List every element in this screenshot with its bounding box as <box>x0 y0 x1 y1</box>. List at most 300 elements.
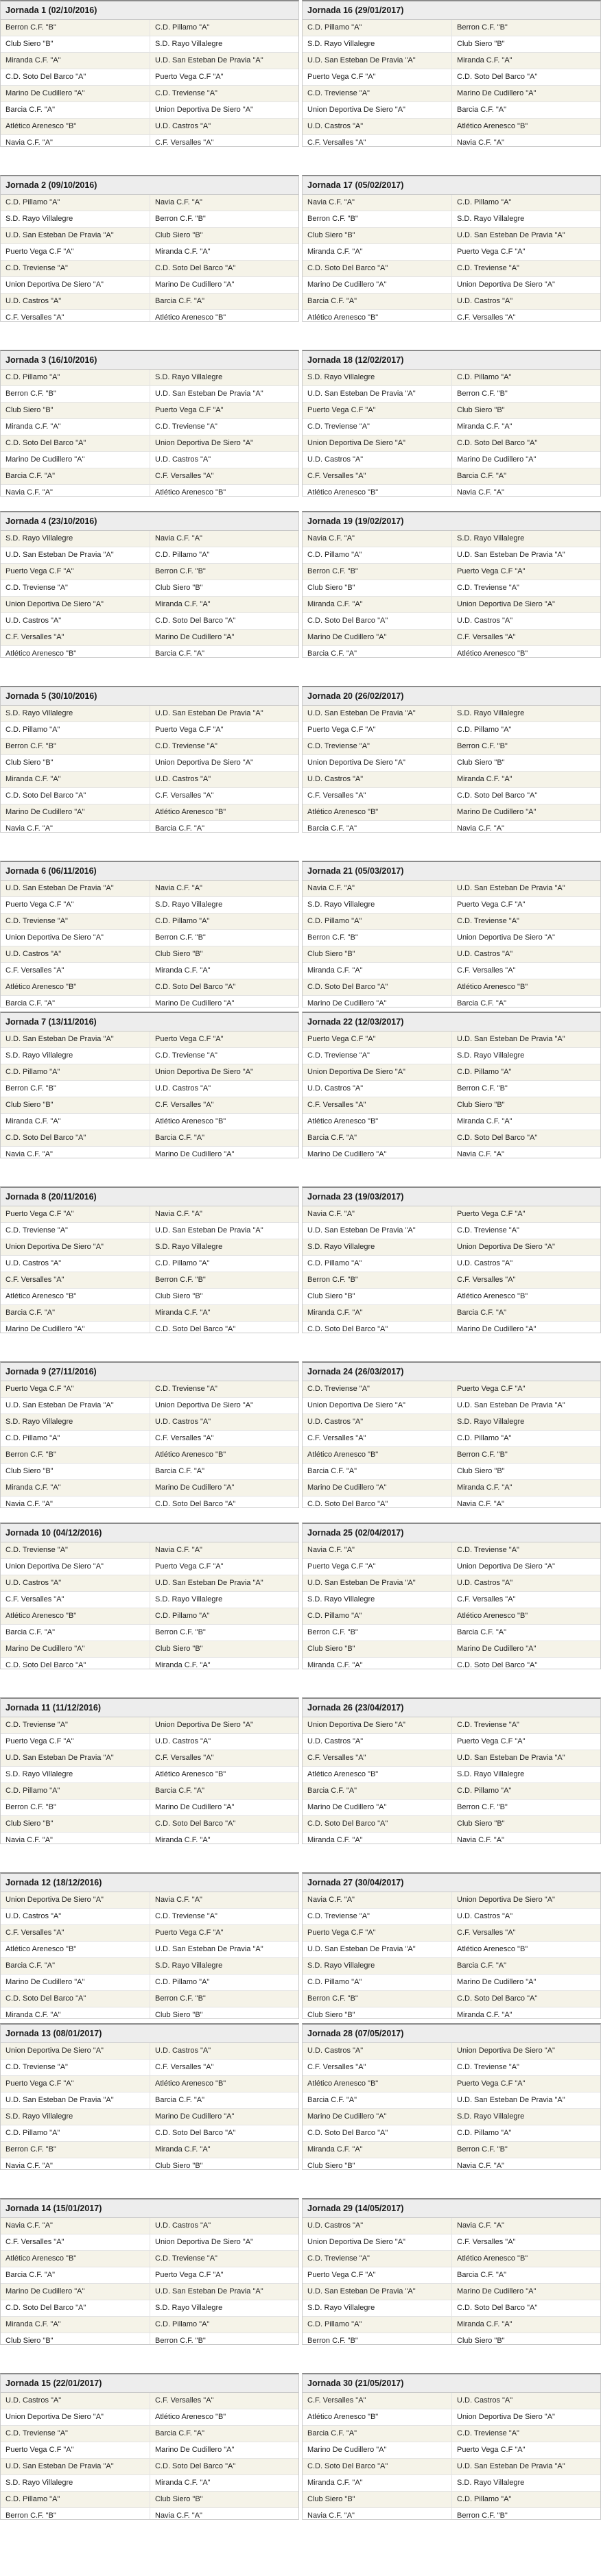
match-row <box>1 1625 298 1641</box>
match-row <box>1 69 298 86</box>
away-team: C.F. Versalles "A" <box>451 963 600 979</box>
away-team: Marino De Cudillero "A" <box>451 2284 600 2300</box>
match-row <box>1 1398 298 1414</box>
match-list <box>1 195 298 322</box>
match-list <box>1 370 298 497</box>
away-team: Marino De Cudillero "A" <box>150 277 298 293</box>
match-row <box>303 277 600 294</box>
match-row <box>303 53 600 69</box>
round-title: Jornada 1 (02/10/2016) <box>1 1 298 20</box>
away-team: C.D. Pillamo "A" <box>451 1431 600 1446</box>
round-title: Jornada 19 (19/02/2017) <box>303 512 600 531</box>
round-card <box>0 686 299 833</box>
round-card <box>0 861 299 1007</box>
away-team: Puerto Vega C.F "A" <box>451 2442 600 2458</box>
away-team: Berron C.F. "B" <box>451 739 600 754</box>
home-team: Berron C.F. "B" <box>5 390 56 398</box>
away-team: Navia C.F. "A" <box>451 485 600 497</box>
away-team: Atlético Arenesco "B" <box>150 1114 298 1130</box>
away-team: Navia C.F. "A" <box>150 1892 298 1908</box>
match-row <box>1 53 298 69</box>
home-team: Marino De Cudillero "A" <box>5 1325 85 1333</box>
round-title: Jornada 26 (23/04/2017) <box>303 1699 600 1717</box>
match-list <box>1 1717 298 1844</box>
home-team: U.D. San Esteban De Pravia "A" <box>5 231 114 239</box>
match-row <box>303 2251 600 2267</box>
home-team: C.F. Versalles "A" <box>307 472 366 480</box>
home-team: Union Deportiva De Siero "A" <box>5 2413 104 2421</box>
away-team: C.D. Soto Del Barco "A" <box>451 1991 600 2007</box>
match-row <box>1 1975 298 1991</box>
match-row <box>1 1925 298 1942</box>
away-team: Union Deportiva De Siero "A" <box>451 277 600 293</box>
home-team: Marino De Cudillero "A" <box>5 89 85 97</box>
home-team: Navia C.F. "A" <box>5 488 53 497</box>
home-team: Marino De Cudillero "A" <box>307 2446 387 2454</box>
home-team: U.D. Castros "A" <box>5 950 62 958</box>
match-row <box>1 646 298 658</box>
away-team: C.D. Soto Del Barco "A" <box>150 613 298 629</box>
match-row <box>303 436 600 452</box>
match-row <box>1 1592 298 1608</box>
match-row <box>1 195 298 211</box>
match-row <box>1 119 298 135</box>
match-row <box>303 1717 600 1734</box>
away-team: Club Siero "B" <box>451 1464 600 1479</box>
home-team: U.D. San Esteban De Pravia "A" <box>5 1035 114 1043</box>
home-team: U.D. San Esteban De Pravia "A" <box>307 1579 416 1587</box>
away-team: C.D. Treviense "A" <box>150 739 298 754</box>
match-row <box>303 646 600 658</box>
home-team: Union Deportiva De Siero "A" <box>307 2238 405 2246</box>
match-row <box>303 2060 600 2076</box>
match-row <box>303 1081 600 1097</box>
away-team: Atlético Arenesco "B" <box>451 1608 600 1624</box>
home-team: Barcia C.F. "A" <box>307 649 357 658</box>
home-team: C.D. Pillamo "A" <box>5 198 60 206</box>
away-team: Berron C.F. "B" <box>451 2142 600 2158</box>
away-team: U.D. San Esteban De Pravia "A" <box>451 881 600 896</box>
home-team: Berron C.F. "B" <box>5 742 56 750</box>
away-team: Barcia C.F. "A" <box>451 2267 600 2283</box>
match-row <box>303 2158 600 2170</box>
away-team: Puerto Vega C.F "A" <box>451 1381 600 1397</box>
home-team: Navia C.F. "A" <box>307 884 355 892</box>
away-team: C.D. Soto Del Barco "A" <box>150 2459 298 2474</box>
home-team: C.D. Treviense "A" <box>5 1546 68 1554</box>
match-row <box>1 2218 298 2234</box>
match-row <box>303 1783 600 1800</box>
away-team: Miranda C.F. "A" <box>451 1480 600 1496</box>
home-team: Barcia C.F. "A" <box>5 1628 55 1636</box>
match-row <box>303 788 600 804</box>
home-team: U.D. San Esteban De Pravia "A" <box>307 1226 416 1235</box>
home-team: Atlético Arenesco "B" <box>307 2413 379 2421</box>
away-team: Union Deportiva De Siero "A" <box>150 1398 298 1414</box>
away-team: S.D. Rayo Villalegre <box>451 1048 600 1064</box>
home-team: C.D. Pillamo "A" <box>307 1612 362 1620</box>
match-row <box>1 2142 298 2158</box>
round-card <box>302 1523 601 1669</box>
away-team: Berron C.F. "B" <box>451 386 600 402</box>
home-team: Marino De Cudillero "A" <box>5 1978 85 1986</box>
away-team: Berron C.F. "B" <box>150 211 298 227</box>
home-team: Marino De Cudillero "A" <box>5 1645 85 1653</box>
match-row <box>303 2393 600 2409</box>
home-team: C.F. Versalles "A" <box>307 2396 366 2405</box>
match-row <box>303 897 600 914</box>
match-row <box>303 1414 600 1431</box>
match-list <box>1 2043 298 2170</box>
match-row <box>303 564 600 580</box>
home-team: Miranda C.F. "A" <box>307 1309 363 1317</box>
match-row <box>303 979 600 996</box>
home-team: U.D. Castros "A" <box>5 617 62 625</box>
match-list <box>303 1892 600 2019</box>
home-team: C.D. Pillamo "A" <box>307 2320 362 2328</box>
home-team: Miranda C.F. "A" <box>5 422 61 431</box>
match-row <box>303 2508 600 2520</box>
away-team: Barcia C.F. "A" <box>150 1464 298 1479</box>
match-list <box>303 1542 600 1669</box>
away-team: Miranda C.F. "A" <box>451 419 600 435</box>
match-row <box>1 2125 298 2142</box>
match-row <box>1 1750 298 1767</box>
home-team: C.D. Treviense "A" <box>5 584 68 592</box>
home-team: Barcia C.F. "A" <box>5 999 55 1007</box>
home-team: Berron C.F. "B" <box>307 1994 358 2003</box>
away-team: Navia C.F. "A" <box>451 1147 600 1158</box>
away-team: C.D. Treviense "A" <box>150 2251 298 2267</box>
away-team: Berron C.F. "B" <box>451 1447 600 1463</box>
home-team: C.D. Soto Del Barco "A" <box>5 73 86 81</box>
round-card <box>0 1697 299 1844</box>
home-team: Union Deportiva De Siero "A" <box>5 2047 104 2055</box>
away-team: U.D. San Esteban De Pravia "A" <box>451 2459 600 2474</box>
match-row <box>1 1289 298 1305</box>
match-row <box>1 261 298 277</box>
home-team: Club Siero "B" <box>307 1645 355 1653</box>
match-row <box>1 310 298 322</box>
match-row <box>303 1625 600 1641</box>
away-team: Miranda C.F. "A" <box>451 1114 600 1130</box>
match-row <box>1 946 298 963</box>
away-team: Miranda C.F. "A" <box>451 772 600 787</box>
match-row <box>1 1239 298 1256</box>
away-team: Barcia C.F. "A" <box>150 1783 298 1799</box>
round-card <box>302 2373 601 2520</box>
away-team: U.D. Castros "A" <box>451 1909 600 1924</box>
home-team: C.D. Treviense "A" <box>5 1226 68 1235</box>
home-team: C.D. Treviense "A" <box>5 2063 68 2071</box>
match-row <box>1 419 298 436</box>
away-team: Marino De Cudillero "A" <box>150 2442 298 2458</box>
home-team: Barcia C.F. "A" <box>307 1134 357 1142</box>
home-team: Barcia C.F. "A" <box>307 2429 357 2437</box>
away-team: C.F. Versalles "A" <box>451 1592 600 1608</box>
home-team: Marino De Cudillero "A" <box>307 1483 387 1492</box>
round-card <box>0 1361 299 1508</box>
match-row <box>303 706 600 722</box>
home-team: C.D. Treviense "A" <box>307 422 370 431</box>
home-team: U.D. Castros "A" <box>307 2047 364 2055</box>
home-team: Barcia C.F. "A" <box>5 472 55 480</box>
away-team: Union Deportiva De Siero "A" <box>150 2234 298 2250</box>
away-team: Barcia C.F. "A" <box>150 2426 298 2442</box>
match-list <box>303 531 600 658</box>
home-team: Atlético Arenesco "B" <box>307 1451 379 1459</box>
home-team: Miranda C.F. "A" <box>5 2320 61 2328</box>
match-row <box>303 102 600 119</box>
match-row <box>303 2125 600 2142</box>
home-team: Union Deportiva De Siero "A" <box>307 1721 405 1729</box>
match-row <box>1 1381 298 1398</box>
away-team: Puerto Vega C.F "A" <box>150 69 298 85</box>
match-list <box>303 1206 600 1333</box>
match-row <box>303 1909 600 1925</box>
away-team: Club Siero "B" <box>150 2007 298 2019</box>
away-team: C.D. Pillamo "A" <box>451 722 600 738</box>
home-team: U.D. San Esteban De Pravia "A" <box>307 1945 416 1953</box>
match-list <box>303 1381 600 1508</box>
away-team: Atlético Arenesco "B" <box>150 2076 298 2092</box>
match-row <box>1 755 298 772</box>
round-card <box>0 511 299 658</box>
round-title: Jornada 29 (14/05/2017) <box>303 2199 600 2218</box>
home-team: U.D. San Esteban De Pravia "A" <box>5 884 114 892</box>
match-row <box>1 821 298 833</box>
match-row <box>1 1942 298 1958</box>
away-team: U.D. Castros "A" <box>150 772 298 787</box>
match-row <box>1 370 298 386</box>
match-list <box>1 1381 298 1508</box>
home-team: Miranda C.F. "A" <box>5 775 61 783</box>
match-row <box>303 1942 600 1958</box>
away-team: C.D. Soto Del Barco "A" <box>150 1816 298 1832</box>
match-row <box>303 485 600 497</box>
away-team: Puerto Vega C.F "A" <box>150 403 298 418</box>
match-row <box>1 468 298 485</box>
match-row <box>303 211 600 228</box>
match-row <box>303 1575 600 1592</box>
away-team: C.F. Versalles "A" <box>150 135 298 147</box>
home-team: U.D. San Esteban De Pravia "A" <box>307 709 416 717</box>
away-team: U.D. San Esteban De Pravia "A" <box>451 2092 600 2108</box>
match-row <box>303 69 600 86</box>
away-team: C.F. Versalles "A" <box>451 1925 600 1941</box>
round-title: Jornada 24 (26/03/2017) <box>303 1363 600 1381</box>
away-team: Navia C.F. "A" <box>150 195 298 211</box>
match-row <box>1 2492 298 2508</box>
home-team: S.D. Rayo Villalegre <box>307 1595 375 1603</box>
round-card <box>0 1523 299 1669</box>
away-team: Navia C.F. "A" <box>451 1496 600 1508</box>
match-row <box>1 1783 298 1800</box>
match-row <box>1 1223 298 1239</box>
home-team: C.F. Versalles "A" <box>307 2063 366 2071</box>
home-team: C.D. Soto Del Barco "A" <box>307 2129 388 2137</box>
match-row <box>303 2218 600 2234</box>
home-team: U.D. Castros "A" <box>307 1737 364 1745</box>
away-team: C.F. Versalles "A" <box>150 1750 298 1766</box>
home-team: Club Siero "B" <box>307 2011 355 2019</box>
home-team: Berron C.F. "B" <box>5 23 56 32</box>
match-row <box>1 294 298 310</box>
home-team: Berron C.F. "B" <box>307 933 358 942</box>
home-team: Barcia C.F. "A" <box>5 106 55 114</box>
away-team: Marino De Cudillero "A" <box>451 1322 600 1333</box>
away-team: C.F. Versalles "A" <box>150 1431 298 1446</box>
match-row <box>1 979 298 996</box>
home-team: Barcia C.F. "A" <box>307 1467 357 1475</box>
away-team: U.D. Castros "A" <box>451 1575 600 1591</box>
home-team: Berron C.F. "B" <box>307 567 358 575</box>
home-team: Miranda C.F. "A" <box>307 2479 363 2487</box>
home-team: Union Deportiva De Siero "A" <box>307 1401 405 1409</box>
match-row <box>1 564 298 580</box>
match-row <box>303 1206 600 1223</box>
match-row <box>1 1480 298 1496</box>
match-row <box>303 1431 600 1447</box>
away-team: Marino De Cudillero "A" <box>150 1480 298 1496</box>
match-row <box>1 1464 298 1480</box>
away-team: Barcia C.F. "A" <box>150 646 298 658</box>
home-team: Puerto Vega C.F "A" <box>5 567 74 575</box>
match-row <box>303 1464 600 1480</box>
home-team: Atlético Arenesco "B" <box>307 2079 379 2088</box>
match-row <box>1 613 298 630</box>
match-row <box>1 436 298 452</box>
away-team: Marino De Cudillero "A" <box>150 2109 298 2125</box>
away-team: Club Siero "B" <box>451 2333 600 2345</box>
match-row <box>1 739 298 755</box>
away-team: Miranda C.F. "A" <box>150 244 298 260</box>
away-team: C.D. Pillamo "A" <box>451 195 600 211</box>
home-team: Puerto Vega C.F "A" <box>307 406 376 414</box>
home-team: Marino De Cudillero "A" <box>307 1150 387 1158</box>
round-card <box>0 2023 299 2170</box>
home-team: Navia C.F. "A" <box>5 2221 53 2230</box>
round-title: Jornada 4 (23/10/2016) <box>1 512 298 531</box>
away-team: Miranda C.F. "A" <box>451 53 600 69</box>
match-row <box>303 1447 600 1464</box>
match-list <box>303 706 600 833</box>
away-team: U.D. San Esteban De Pravia "A" <box>451 1031 600 1047</box>
home-team: Puerto Vega C.F "A" <box>5 2446 74 2454</box>
home-team: U.D. Castros "A" <box>307 122 364 130</box>
round-title: Jornada 12 (18/12/2016) <box>1 1874 298 1892</box>
match-row <box>303 946 600 963</box>
home-team: Puerto Vega C.F "A" <box>307 2271 376 2279</box>
home-team: S.D. Rayo Villalegre <box>5 1051 73 1060</box>
away-team: C.D. Soto Del Barco "A" <box>150 1322 298 1333</box>
match-list <box>303 195 600 322</box>
home-team: C.F. Versalles "A" <box>5 966 64 975</box>
away-team: C.D. Pillamo "A" <box>150 1256 298 1272</box>
home-team: Club Siero "B" <box>5 2337 54 2345</box>
home-team: S.D. Rayo Villalegre <box>307 1961 375 1970</box>
round-title: Jornada 16 (29/01/2017) <box>303 1 600 20</box>
away-team: Miranda C.F. "A" <box>150 2142 298 2158</box>
match-row <box>1 2060 298 2076</box>
away-team: U.D. San Esteban De Pravia "A" <box>150 1575 298 1591</box>
home-team: C.D. Soto Del Barco "A" <box>5 1661 86 1669</box>
away-team: U.D. Castros "A" <box>451 2393 600 2409</box>
away-team: U.D. Castros "A" <box>451 946 600 962</box>
away-team: Union Deportiva De Siero "A" <box>451 2043 600 2059</box>
home-team: S.D. Rayo Villalegre <box>307 40 375 48</box>
home-team: U.D. San Esteban De Pravia "A" <box>5 551 114 559</box>
match-row <box>1 1542 298 1559</box>
round-card <box>0 1012 299 1158</box>
match-list <box>1 1892 298 2019</box>
away-team: C.D. Treviense "A" <box>451 914 600 929</box>
away-team: C.D. Treviense "A" <box>150 86 298 102</box>
away-team: Marino De Cudillero "A" <box>150 1800 298 1815</box>
match-row <box>303 580 600 597</box>
home-team: Club Siero "B" <box>5 406 54 414</box>
match-row <box>303 1734 600 1750</box>
home-team: C.D. Soto Del Barco "A" <box>307 2462 388 2470</box>
match-row <box>303 1559 600 1575</box>
round-title: Jornada 13 (08/01/2017) <box>1 2025 298 2043</box>
away-team: Miranda C.F. "A" <box>150 1305 298 1321</box>
home-team: Puerto Vega C.F "A" <box>307 73 376 81</box>
home-team: C.D. Pillamo "A" <box>307 23 362 32</box>
home-team: S.D. Rayo Villalegre <box>307 373 375 381</box>
away-team: S.D. Rayo Villalegre <box>451 1767 600 1782</box>
away-team: U.D. Castros "A" <box>451 294 600 309</box>
match-row <box>1 1031 298 1048</box>
away-team: Marino De Cudillero "A" <box>451 1975 600 1990</box>
home-team: Club Siero "B" <box>5 1101 54 1109</box>
away-team: S.D. Rayo Villalegre <box>150 1592 298 1608</box>
away-team: Atlético Arenesco "B" <box>150 804 298 820</box>
away-team: Berron C.F. "B" <box>451 1800 600 1815</box>
away-team: Club Siero "B" <box>150 2492 298 2507</box>
match-row <box>1 277 298 294</box>
match-row <box>303 963 600 979</box>
away-team: Atlético Arenesco "B" <box>150 310 298 322</box>
match-row <box>303 2267 600 2284</box>
match-row <box>303 86 600 102</box>
home-team: C.D. Pillamo "A" <box>5 1068 60 1076</box>
match-row <box>303 1592 600 1608</box>
match-row <box>1 804 298 821</box>
home-team: Club Siero "B" <box>5 40 54 48</box>
home-team: Berron C.F. "B" <box>5 1084 56 1093</box>
home-team: U.D. San Esteban De Pravia "A" <box>5 2096 114 2104</box>
match-row <box>1 211 298 228</box>
match-row <box>303 2459 600 2475</box>
away-team: C.D. Pillamo "A" <box>150 1608 298 1624</box>
match-row <box>303 1975 600 1991</box>
match-row <box>1 1064 298 1081</box>
away-team: C.F. Versalles "A" <box>150 788 298 804</box>
round-title: Jornada 21 (05/03/2017) <box>303 862 600 881</box>
match-row <box>303 1991 600 2007</box>
match-row <box>1 2393 298 2409</box>
away-team: Club Siero "B" <box>451 403 600 418</box>
home-team: Puerto Vega C.F "A" <box>307 1929 376 1937</box>
away-team: S.D. Rayo Villalegre <box>451 2475 600 2491</box>
away-team: U.D. San Esteban De Pravia "A" <box>150 1942 298 1957</box>
away-team: Union Deportiva De Siero "A" <box>451 2409 600 2425</box>
round-title: Jornada 9 (27/11/2016) <box>1 1363 298 1381</box>
away-team: Atlético Arenesco "B" <box>451 646 600 658</box>
home-team: Miranda C.F. "A" <box>307 1836 363 1844</box>
home-team: Union Deportiva De Siero "A" <box>307 439 405 447</box>
